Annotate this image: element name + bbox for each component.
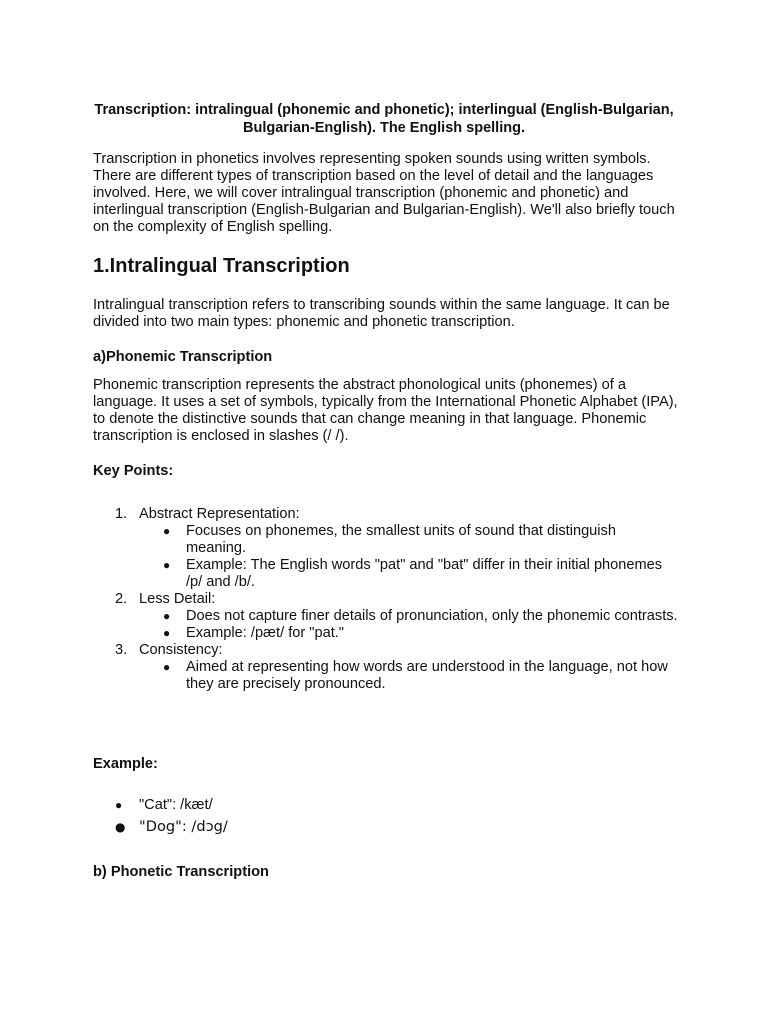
sub-point-item — [93, 659, 680, 693]
key-point-item — [93, 591, 680, 642]
intro-paragraph: Transcription in phonetics involves representing spoken sounds using written symbols. There are different types of transcription based on the level of detail and the languages involved. Here, we will cover intralingual transcription (phonemic and phonetic) and interlingual transcription (English-Bulgarian and Bulgarian-English). We'll also briefly touch on the complexity of English spelling. — [93, 151, 675, 235]
example-list — [93, 794, 680, 838]
key-point-item — [93, 506, 680, 591]
key-point-label: Abstract Representation: — [139, 506, 300, 522]
bullet-icon: ● — [163, 524, 171, 538]
key-point-sublist — [93, 523, 680, 591]
sub-point-text: Aimed at representing how words are understood in the language, not how they are precisely pronounced. — [186, 659, 668, 692]
example-label: Example: — [93, 756, 158, 772]
sub-point-text: Example: The English words "pat" and "bat" differ in their initial phonemes /p/ and /b/. — [186, 557, 663, 590]
sub-point-item — [93, 557, 680, 591]
bullet-icon: ● — [163, 660, 171, 674]
bullet-icon: ● — [163, 609, 171, 623]
bullet-icon: ● — [163, 558, 171, 572]
key-point-label: Consistency: — [139, 642, 223, 658]
sub-point-text: Focuses on phonemes, the smallest units of sound that distinguish meaning. — [186, 523, 616, 556]
section-heading-intralingual: 1.Intralingual Transcription — [93, 255, 350, 277]
subheading-phonetic: b) Phonetic Transcription — [93, 864, 269, 880]
sub-point-text: Example: /pæt/ for "pat." — [186, 625, 344, 641]
key-point-sublist — [93, 608, 680, 642]
key-point-item — [93, 642, 680, 693]
key-point-label: Less Detail: — [139, 591, 216, 607]
bullet-icon: ● — [163, 626, 171, 640]
bullet-icon: ● — [115, 798, 123, 812]
example-item — [93, 794, 680, 816]
key-point-number: 1. — [115, 506, 128, 522]
sub-point-item — [93, 608, 680, 625]
key-point-number: 3. — [115, 642, 128, 658]
subheading-phonemic: a)Phonemic Transcription — [93, 349, 273, 365]
key-point-number: 2. — [115, 591, 128, 607]
document-title: Transcription: intralingual (phonemic and phonetic); interlingual (English-Bulgarian, Bulgarian-English). The English spelling. — [94, 102, 674, 136]
sub-point-item — [93, 523, 680, 557]
example-text: "Dog": /dɔg/ — [139, 818, 228, 835]
example-text: "Cat": /kæt/ — [139, 797, 213, 813]
phonemic-paragraph: Phonemic transcription represents the abstract phonological units (phonemes) of a language. It uses a set of symbols, typically from the International Phonetic Alphabet (IPA), to denote the distinctive sounds that can change meaning in that language. Phonemic transcription is enclosed in slashes (/ /). — [93, 377, 678, 444]
key-points-label: Key Points: — [93, 463, 174, 479]
intralingual-paragraph: Intralingual transcription refers to transcribing sounds within the same language. It can be divided into two main types: phonemic and phonetic transcription. — [93, 297, 670, 330]
key-point-sublist — [93, 659, 680, 693]
key-points-list — [93, 506, 680, 693]
bullet-icon: ● — [115, 820, 126, 834]
sub-point-text: Does not capture finer details of pronunciation, only the phonemic contrasts. — [186, 608, 678, 624]
sub-point-item — [93, 625, 680, 642]
example-item — [93, 816, 680, 838]
